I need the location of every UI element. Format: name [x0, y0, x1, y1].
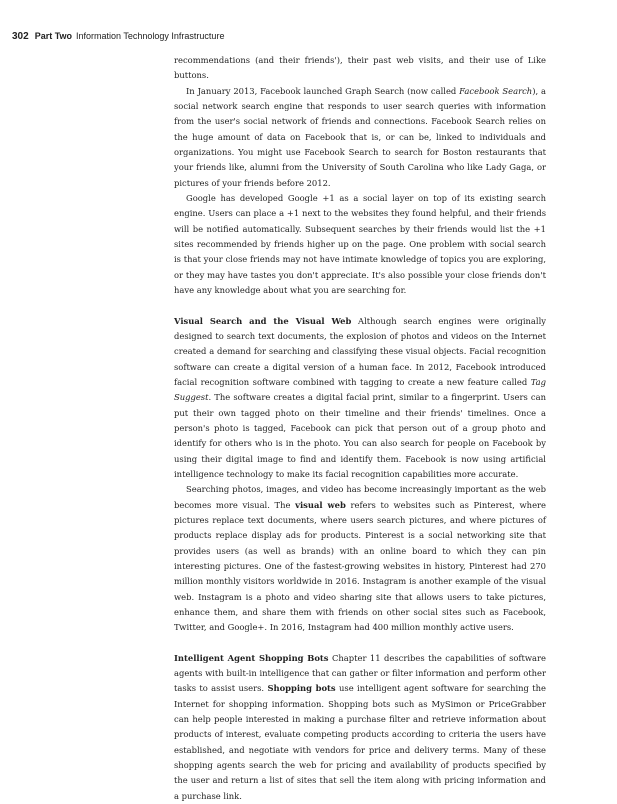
paragraph-5-text-b: refers to websites such as Pinterest, where pictures replace text documents, where users search pictures, and where pictures of products replace display ads for products. Pinterest is a social networking site that provides users (as well as brands) with an online board to which they can pin interesting pictures. One of the fastest-growing websites in history, Pinterest had 270 million monthly visitors worldwide in 2016. Instagram is another example of the visual web. Instagram is a photo and video sharing site that allows users to take pictures, enhance them, and share them with friends on other social sites such as Facebook, Twitter, and Google+. In 2016, Instagram had 400 million monthly active users.	[174, 499, 546, 633]
facebook-search-term: Facebook Search	[459, 85, 533, 96]
shopping-bots-term: Shopping bots	[267, 683, 336, 694]
paragraph-visual-web	[174, 482, 546, 635]
paragraph-2-text-a: In January 2013, Facebook launched Graph Search (now called	[186, 85, 460, 96]
paragraph-6-text-a: Chapter 11 describes the capabilities of software agents with built-in intelligence that can gather or filter information and perform other tasks to assist users.	[174, 652, 546, 694]
paragraph-visual-search	[174, 314, 546, 483]
paragraph-shopping-bots	[174, 651, 546, 804]
paragraph-2	[174, 84, 546, 191]
paragraph-2-text-b: ), a social network search engine that responds to user search queries with information from the user's social network of friends and connections. Facebook Search relies on the huge amount of data on Facebook that is, or can be, linked to individuals and organizations. You might use Facebook Search to search for Boston restaurants that your friends like, alumni from the University of South Carolina who like Lady Gaga, or pictures of your friends before 2012.	[174, 85, 547, 188]
paragraph-4-text-a: Although search engines were originally designed to search text documents, the explosion of photos and videos on the Internet created a demand for searching and classifying these visual objects. Facial recognition software can create a digital version of a human face. In 2012, Facebook introduced facial recognition software combined with tagging to create a new feature called	[174, 315, 546, 387]
paragraph-3: Google has developed Google +1 as a social layer on top of its existing search engine. Users can place a +1 next to the websites they found helpful, and their friends will be notified automatically. Subsequent searches by their friends would list the +1 sites recommended by friends higher up on the page. One problem with social search is that your close friends may not have intimate knowledge of topics you are exploring, or they may have tastes you don't appreciate. It's also possible your close friends don't have any knowledge about what you are searching for.	[174, 193, 546, 296]
paragraph-5-text-a: Searching photos, images, and video has become increasingly important as the web becomes more visual. The	[174, 484, 546, 510]
part-label: Part Two	[34, 31, 73, 41]
tag-suggest-term: Tag Suggest	[174, 376, 546, 403]
paragraph-1: recommendations (and their friends'), their past web visits, and their use of Like buttons.	[174, 55, 546, 81]
visual-web-term: visual web	[295, 499, 346, 510]
shopping-bots-heading: Intelligent Agent Shopping Bots	[174, 652, 329, 663]
paragraph-6-text-b: use intelligent agent software for searching the Internet for shopping information. Shopping bots such as MySimon or PriceGrabber can help people interested in making a purchase filter and retrieve information about products of interest, evaluate competing products according to criteria the users have established, and negotiate with vendors for price and delivery terms. Many of these shopping agents search the web for pricing and availability of products specified by the user and return a list of sites that sell the item along with pricing information and a purchase link.	[174, 683, 546, 801]
paragraph-4-text-b: . The software creates a digital facial print, similar to a fingerprint. Users can put their own tagged photo on their timeline and their friends' timelines. Once a person's photo is tagged, Facebook can pick that person out of a group photo and identify for others who is in the photo. You can also search for people on Facebook by using their digital image to find and identify them. Facebook is now using artificial intelligence technology to make its facial recognition capabilities more accurate.	[174, 392, 546, 479]
part-title: Information Technology Infrastructure	[76, 31, 225, 41]
body-text	[174, 53, 546, 804]
running-head	[12, 30, 224, 43]
page-number: 302	[12, 31, 29, 42]
visual-search-heading: Visual Search and the Visual Web	[174, 315, 352, 326]
